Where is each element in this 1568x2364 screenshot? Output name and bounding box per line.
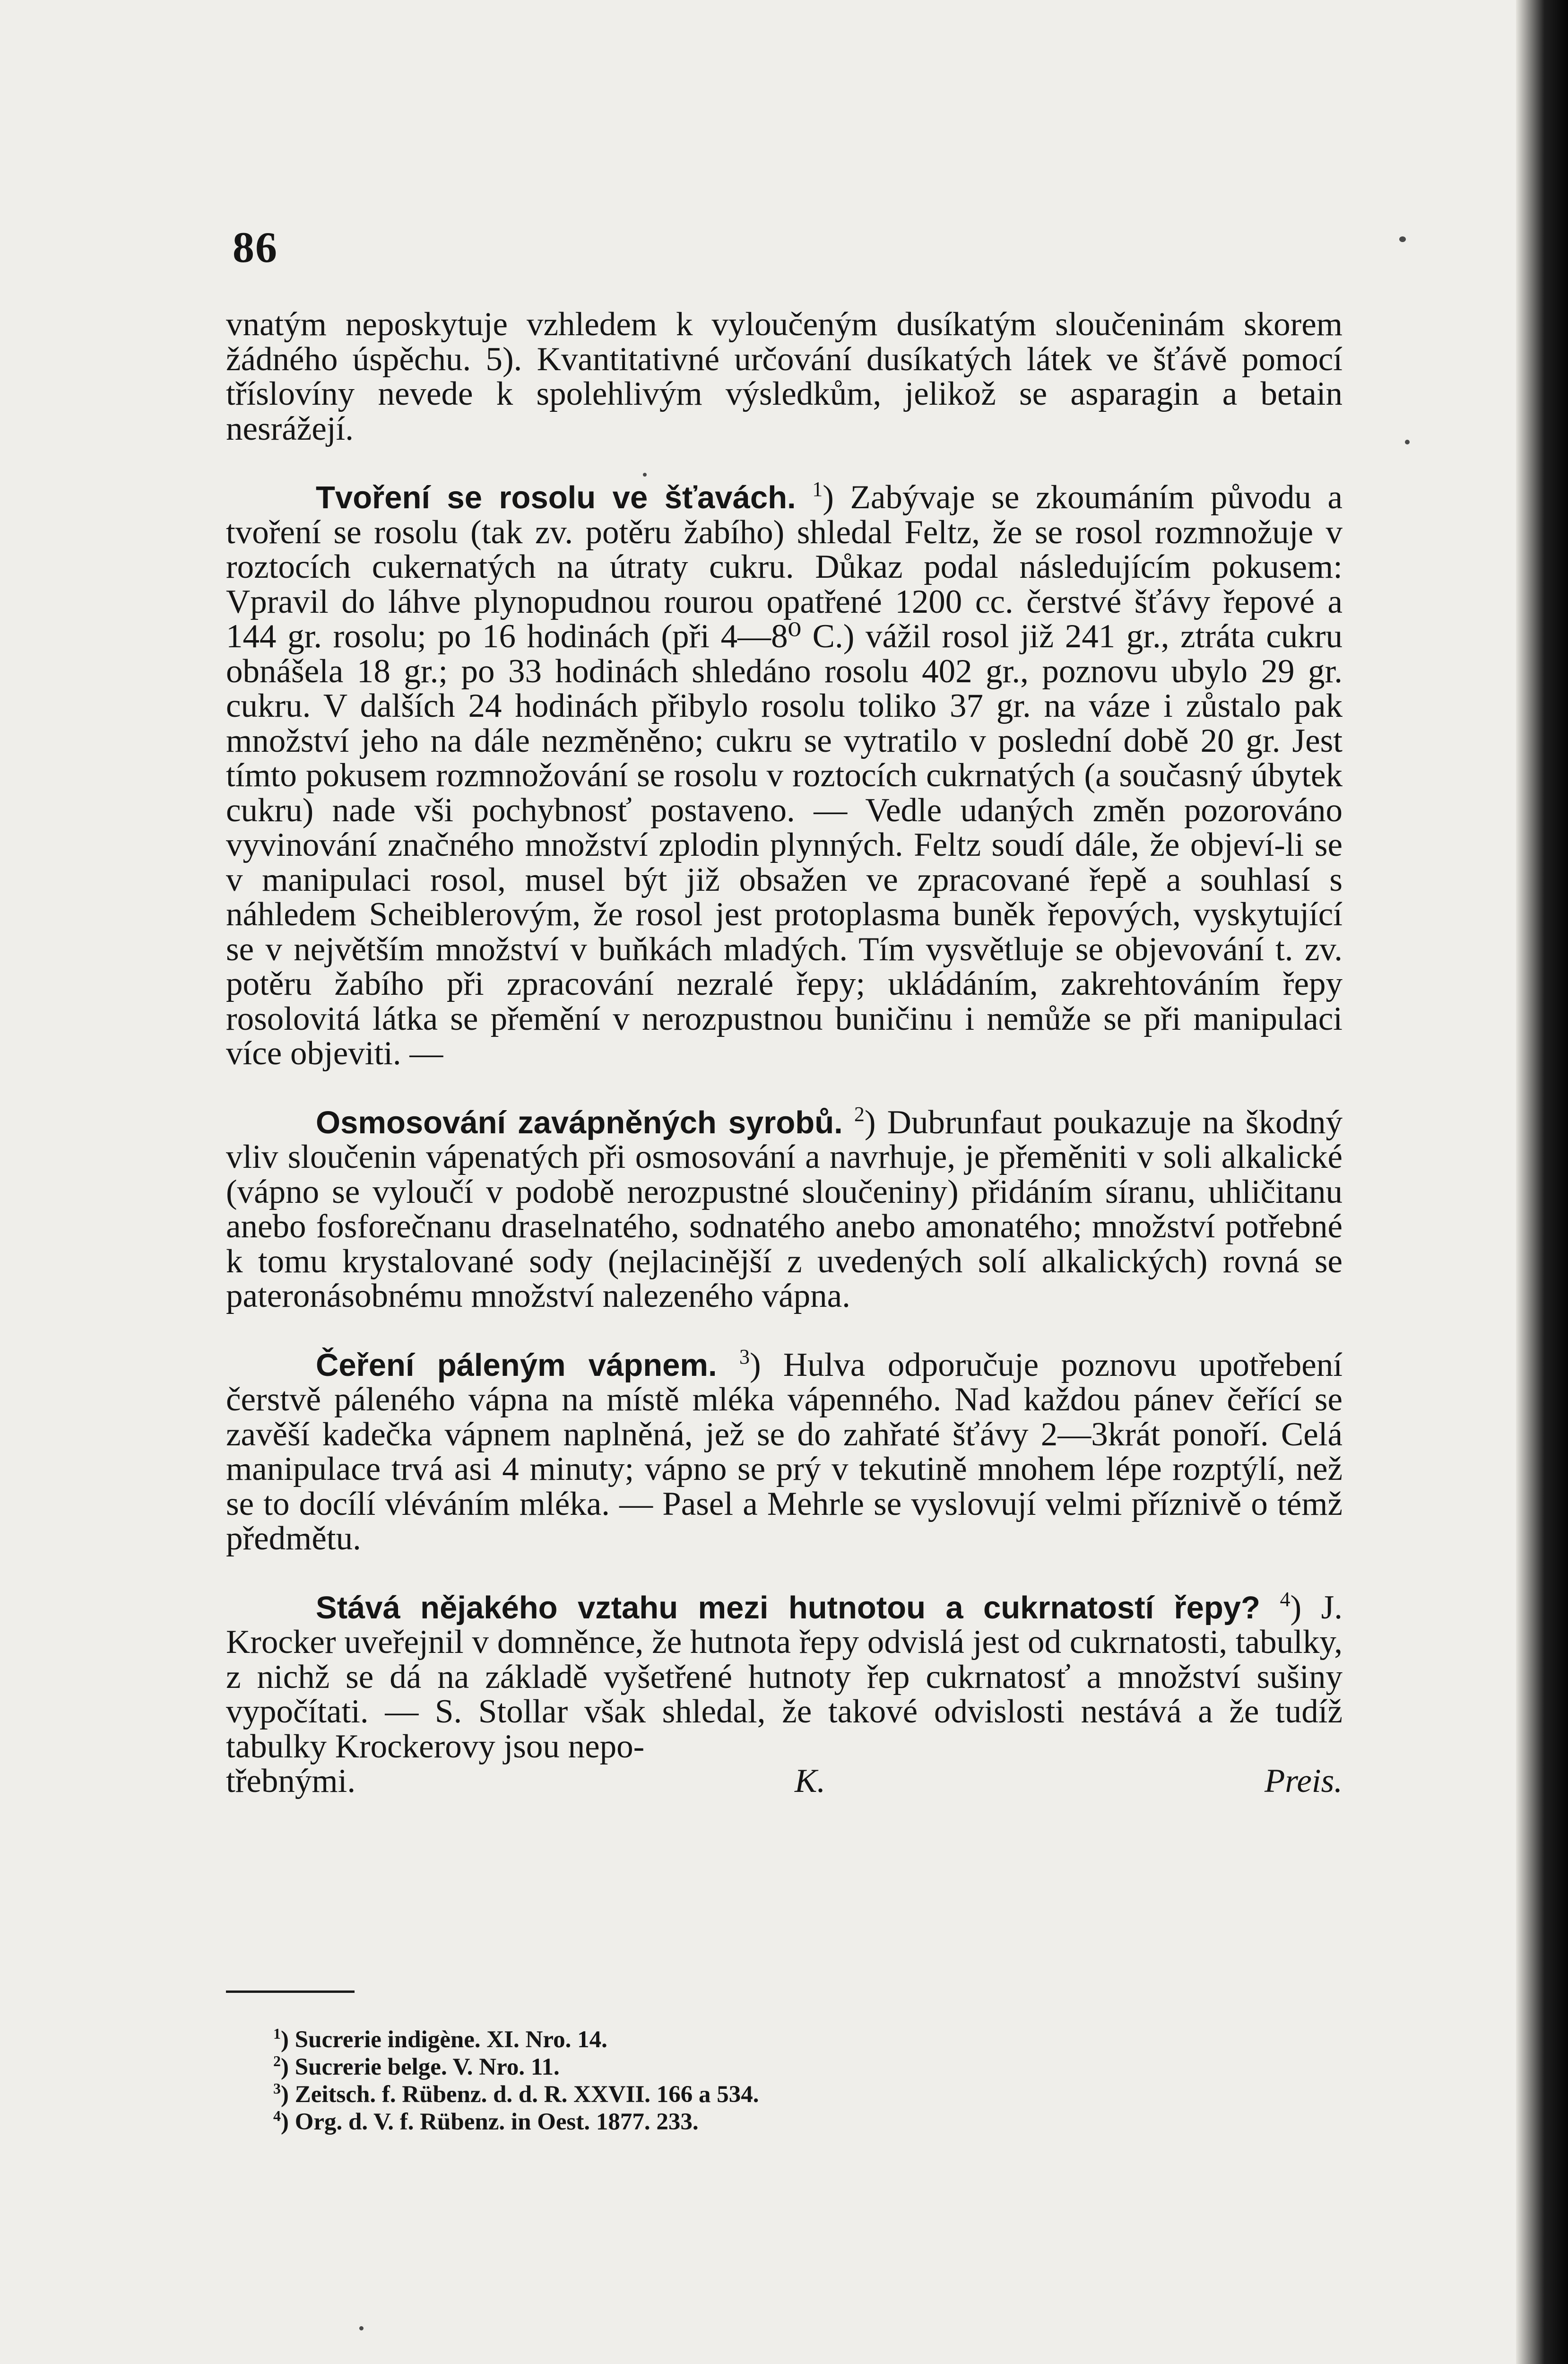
section-heading: Čeření páleným vápnem. xyxy=(316,1347,717,1383)
scan-speck xyxy=(643,473,647,477)
section-text: Dubrunfaut poukazuje na škodný vliv sloučenin vápenatých při osmosování a navrhuje, je přeměniti v soli alkalické (vápno se vyloučí v podobě nerozpustné sloučeniny) přidáním síranu, uhličitanu anebo fosforečnanu draselnatého, sodnatého anebo amonatého; množství potřebné k tomu krystalované sody (nejlacinější z uvedených solí alkalických) rovná se pateronásobnému množství nalezeného vápna. xyxy=(226,1104,1343,1314)
footnote: $^2$) Sucrerie belge. V. Nro. 11. xyxy=(273,2052,560,2080)
section-heading: Osmosování zavápněných syrobů. xyxy=(316,1104,843,1140)
footnote-mark: 3 xyxy=(273,2080,281,2097)
section-cereni: Čeření páleným vápnem. $^3$) Hulva odporučuje poznovu upotřebení čerstvě páleného vápna na místě mléka vápenného. Nad každou pánev čeřící se zavěší kadečka vápnem naplněná, jež se do zahřaté šťávy 2—3krát ponoří. Celá manipulace trvá asi 4 minuty; vápno se prý v tekutině mnohem lépe rozptýlí, než se to docílí vléváním mléka. — Pasel a Mehrle se vyslovují velmi příznivě o témž předmětu. xyxy=(226,1345,1343,1557)
scan-speck xyxy=(1405,440,1410,444)
section-text: Zabývaje se zkoumáním původu a tvoření se rosolu (tak zv. potěru žabího) shledal Feltz, že se rosol rozmnožuje v roztocích cukernatých na útraty cukru. Důkaz podal následujícím pokusem: Vpravil do láhve plynopudnou rourou opatřené 1200 cc. čerstvé šťávy řepové a 144 gr. rosolu; po 16 hodinách (při 4—8⁰ C.) vážil rosol již 241 gr., ztráta cukru obnášela 18 gr.; po 33 hodinách shledáno rosolu 402 gr., poznovu ubylo 29 gr. cukru. V dalších 24 hodinách přibylo rosolu toliko 37 gr. na váze i zůstalo pak množství jeho na dále nezměněno; cukru se vytratilo v poslední době 20 gr. Jest tímto pokusem rozmnožování se rosolu v roztocích cukrnatých (a současný úbytek cukru) nade vši pochybnosť postaveno. — Vedle udaných změn pozorováno vyvinování značného množství zplodin plynných. Feltz soudí dále, že objeví-li se v manipulaci rosol, musel být již obsažen ve zpracované řepě a souhlasí s náhledem Scheiblerovým, že rosol jest protoplasma buněk řepových, vyskytující se v největším množství v buňkách mladých. Tím vysvětluje se objevování t. zv. potěru žabího při zpracování nezralé řepy; ukládáním, zakrehtováním řepy rosolovitá látka se přemění v nerozpustnou buničinu i nemůže se při manipulaci více objeviti. — xyxy=(226,479,1343,1072)
footnote-ref[interactable]: 3 xyxy=(739,1345,750,1368)
footnote: $^3$) Zeitsch. f. Rübenz. d. d. R. XXVII. 166 a 534. xyxy=(273,2080,759,2108)
section-heading: Tvoření se rosolu ve šťavách. xyxy=(316,480,796,515)
footnotes xyxy=(273,2026,1124,2136)
footnote: $^4$) Org. d. V. f. Rübenz. in Oest. 1877. 233. xyxy=(273,2107,699,2135)
section-hutnota: Stává nějakého vztahu mezi hutnotou a cukrnatostí řepy? $^4$) J. Krocker uveřejnil v domněnce, že hutnota řepy odvislá jest od cukrnatosti, tabulky, z nichž se dá na základě vyšetřené hutnoty řep cukrnatosť a množství sušiny vypočítati. — S. Stollar však shledal, že takové odvislosti nestává a že tudíž tabulky Krockerovy jsou nepo- xyxy=(226,1587,1343,1765)
section-heading: Stává nějakého vztahu mezi hutnotou a cukrnatostí řepy? xyxy=(316,1590,1260,1625)
footnote-mark: 1 xyxy=(273,2025,281,2042)
footnote-mark: 4 xyxy=(273,2107,281,2124)
footnote-ref[interactable]: 4 xyxy=(1280,1587,1291,1611)
footnote-divider xyxy=(226,1990,355,1993)
intro-paragraph: vnatým neposkytuje vzhledem k vyloučeným dusíkatým sloučeninám skorem žádného úspěchu. 5). Kvantitativné určování dusíkatých látek ve šťávě pomocí tříslovíny nevede k spolehlivým výsledkům, jelikož se asparagin a betain nesrážejí. xyxy=(226,306,1343,447)
main-text xyxy=(226,307,1343,1799)
scan-edge xyxy=(1516,0,1568,2364)
last-line: třebnými. xyxy=(226,1763,356,1799)
section-rosol: Tvoření se rosolu ve šťavách. $^1$) Zabývaje se zkoumáním původu a tvoření se rosolu (tak zv. potěru žabího) shledal Feltz, že se rosol rozmnožuje v roztocích cukernatých na útraty cukru. Důkaz podal následujícím pokusem: Vpravil do láhve plynopudnou rourou opatřené 1200 cc. čerstvé šťávy řepové a 144 gr. rosolu; po 16 hodinách (při 4—8⁰ C.) vážil rosol již 241 gr., ztráta cukru obnášela 18 gr.; po 33 hodinách shledáno rosolu 402 gr., poznovu ubylo 29 gr. cukru. V dalších 24 hodinách přibylo rosolu toliko 37 gr. na váze i zůstalo pak množství jeho na dále nezměněno; cukru se vytratilo v poslední době 20 gr. Jest tímto pokusem rozmnožování se rosolu v roztocích cukrnatých (a současný úbytek cukru) nade vši pochybnosť postaveno. — Vedle udaných změn pozorováno vyvinování značného množství zplodin plynných. Feltz soudí dále, že objeví-li se v manipulaci rosol, musel být již obsažen ve zpracované řepě a souhlasí s náhledem Scheiblerovým, že rosol jest protoplasma buněk řepových, vyskytující se v největším množství v buňkách mladých. Tím vysvětluje se objevování t. zv. potěru žabího při zpracování nezralé řepy; ukládáním, zakrehtováním řepy rosolovitá látka se přemění v nerozpustnou buničinu i nemůže se při manipulaci více objeviti. — xyxy=(226,478,1343,1072)
signature-line xyxy=(226,1764,1343,1799)
scan-speck xyxy=(1399,236,1406,242)
section-text: Hulva odporučuje poznovu upotřebení čerstvě páleného vápna na místě mléka vápenného. Nad každou pánev čeřící se zavěší kadečka vápnem naplněná, jež se do zahřaté šťávy 2—3krát ponoří. Celá manipulace trvá asi 4 minuty; vápno se prý v tekutině mnohem lépe rozptýlí, než se to docílí vléváním mléka. — Pasel a Mehrle se vyslovují velmi příznivě o témž předmětu. xyxy=(226,1346,1343,1557)
footnote-mark: 2 xyxy=(273,2052,281,2069)
scan-speck xyxy=(359,2326,364,2330)
author-signature: K. Preis. xyxy=(795,1763,1343,1799)
page-number: 86 xyxy=(233,223,278,271)
section-text: J. Krocker uveřejnil v domněnce, že hutnota řepy odvislá jest od cukrnatosti, tabulky, z nichž se dá na základě vyšetřené hutnoty řep cukrnatosť a množství sušiny vypočítati. — S. Stollar však shledal, že takové odvislosti nestává a že tudíž tabulky Krockerovy jsou nepo- xyxy=(226,1589,1343,1765)
footnote-ref[interactable]: 2 xyxy=(854,1102,865,1126)
section-osmosovani: Osmosování zavápněných syrobů. $^2$) Dubrunfaut poukazuje na škodný vliv sloučenin vápenatých při osmosování a navrhuje, je přeměniti v soli alkalické (vápno se vyloučí v podobě nerozpustné sloučeniny) přidáním síranu, uhličitanu anebo fosforečnanu draselnatého, sodnatého anebo amonatého; množství potřebné k tomu krystalované sody (nejlacinější z uvedených solí alkalických) rovná se pateronásobnému množství nalezeného vápna. xyxy=(226,1102,1343,1314)
footnote-ref[interactable]: 1 xyxy=(812,478,823,501)
footnote: $^1$) Sucrerie indigène. XI. Nro. 14. xyxy=(273,2025,607,2053)
